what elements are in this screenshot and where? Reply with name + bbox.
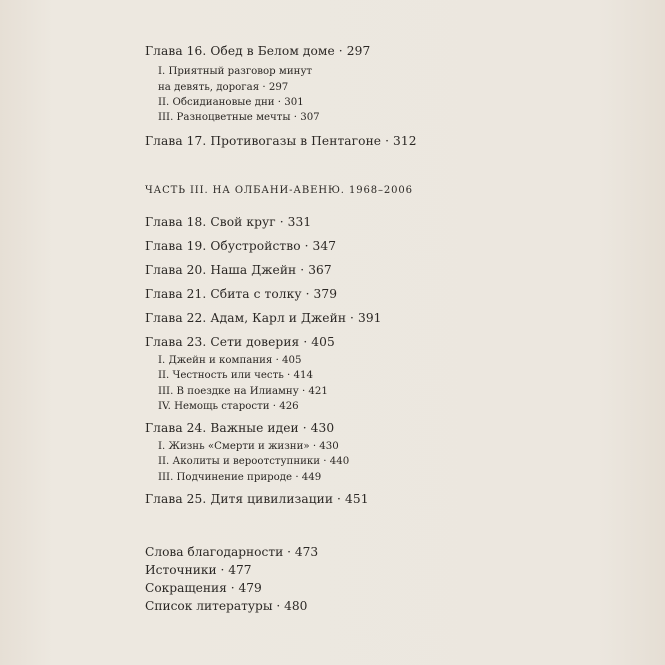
toc-section: IV. Немощь старости · 426: [158, 401, 299, 412]
toc-section: II. Обсидиановые дни · 301: [158, 97, 304, 108]
toc-section: I. Жизнь «Смерти и жизни» · 430: [158, 441, 339, 452]
toc-chapter-17: Глава 17. Противогазы в Пентагоне · 312: [145, 134, 417, 148]
toc-section: III. Разноцветные мечты · 307: [158, 112, 320, 123]
toc-section: II. Честность или честь · 414: [158, 370, 313, 381]
toc-section: II. Аколиты и вероотступники · 440: [158, 456, 350, 467]
toc-back-matter-bibliography: Список литературы · 480: [145, 599, 308, 613]
toc-part-heading: ЧАСТЬ III. НА ОЛБАНИ-АВЕНЮ. 1968–2006: [145, 185, 413, 196]
toc-chapter-24: Глава 24. Важные идеи · 430: [145, 421, 335, 435]
toc-chapter-23: Глава 23. Сети доверия · 405: [145, 335, 335, 349]
toc-section: III. Подчинение природе · 449: [158, 472, 322, 483]
toc-chapter-19: Глава 19. Обустройство · 347: [145, 239, 337, 253]
toc-chapter-18: Глава 18. Свой круг · 331: [145, 215, 312, 229]
toc-section: I. Джейн и компания · 405: [158, 355, 302, 366]
toc-section: III. В поездке на Илиамну · 421: [158, 386, 328, 397]
toc-back-matter-sources: Источники · 477: [145, 563, 252, 577]
toc-section: I. Приятный разговор минут: [158, 66, 313, 77]
toc-chapter-25: Глава 25. Дитя цивилизации · 451: [145, 492, 369, 506]
toc-chapter-16: Глава 16. Обед в Белом доме · 297: [145, 44, 371, 58]
toc-back-matter-abbreviations: Сокращения · 479: [145, 581, 262, 595]
toc-chapter-20: Глава 20. Наша Джейн · 367: [145, 263, 332, 277]
toc-chapter-21: Глава 21. Сбита с толку · 379: [145, 287, 338, 301]
toc-back-matter-acknowledgements: Слова благодарности · 473: [145, 545, 319, 559]
toc-chapter-22: Глава 22. Адам, Карл и Джейн · 391: [145, 311, 382, 325]
toc-section: на девять, дорогая · 297: [158, 82, 289, 93]
